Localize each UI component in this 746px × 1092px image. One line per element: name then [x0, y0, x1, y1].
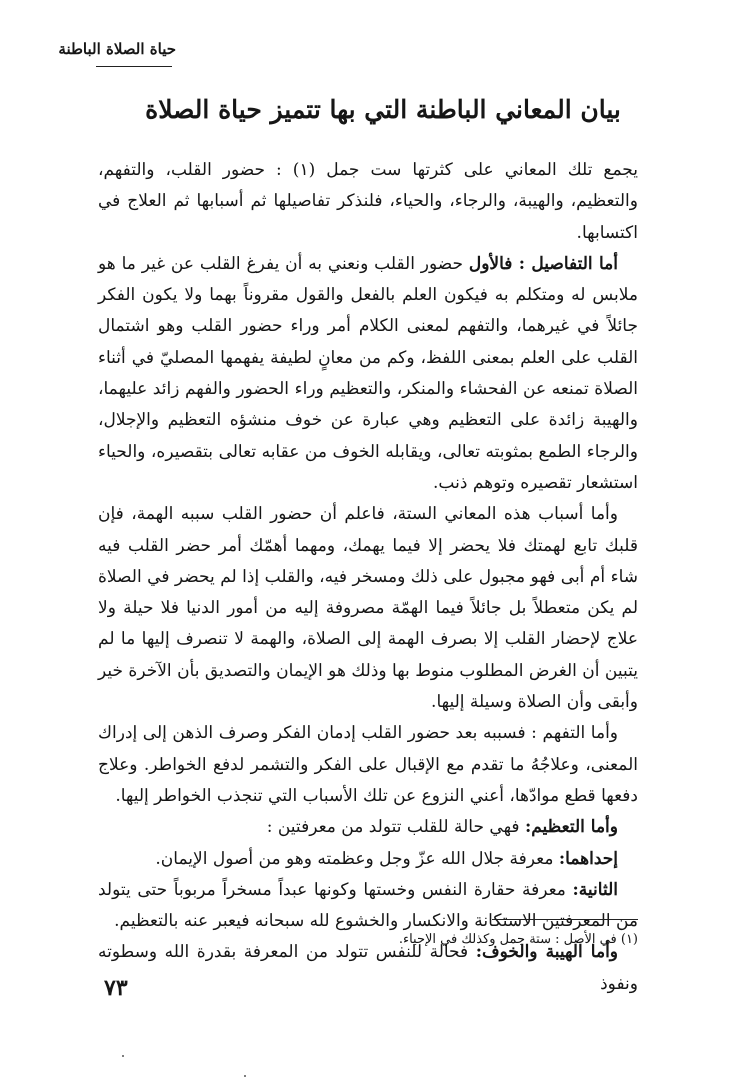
section-title: بيان المعاني الباطنة التي بها تتميز حياة الصلاة [145, 95, 621, 124]
footnote-rule [492, 919, 638, 920]
paragraph: أما التفاصيل : فالأول حضور القلب ونعني به أن يفرغ القلب عن غير ما هو ملابس له ومتكلم به فيكون العلم بالفعل والقول مقروناً بهما ولا يكون الفكر جائلاً في غيرهما، والتفهم لمعنى الكلام أمر وراء حضور القلب وهو اشتمال القلب على العلم بمعنى اللفظ، وكم من معانٍ لطيفة يفهمها المصليّ في أثناء الصلاة تمنعه عن الفحشاء والمنكر، والتعظيم وراء الحضور والفهم زائد عليهما، والهيبة زائدة على التعظيم وهي عبارة عن خوف منشؤه التعظيم والإجلال، والرجاء الطمع بمثوبته تعالى، ويقابله الخوف من عقابه تعالى بتقصيره، والحياء استشعار تقصيره وتوهم ذنب. [98, 253, 638, 493]
paragraph-lead: إحداهما: [558, 848, 618, 869]
footnote: (١) في الأصل : ستة جمل وكذلك في الإحياء. [398, 932, 638, 947]
paragraph-lead: وأما التعظيم: [524, 817, 618, 838]
page-number: ٧٣ [104, 975, 128, 1001]
paragraph: الثانية: معرفة حقارة النفس وخستها وكونها عبداً مسخراً مربوباً حتى يتولد من المعرفتين الاستكانة والانكسار والخشوع لله سبحانه فيعبر عنه بالتعظيم. [98, 879, 638, 932]
paragraph-lead: وأما الهيبة والخوف: [475, 942, 618, 963]
paragraph: وأما الهيبة والخوف: فحالة للنفس تتولد من المعرفة بقدرة الله وسطوته ونفوذ [98, 942, 638, 994]
paragraph: إحداهما: معرفة جلال الله عزّ وجل وعظمته وهو من أصول الإيمان. [155, 848, 618, 869]
scan-speck [244, 1075, 246, 1077]
paragraph-lead: الثانية: [572, 879, 618, 900]
paragraph: وأما التعظيم: فهي حالة للقلب تتولد من معرفتين : [266, 817, 618, 838]
body-text [98, 155, 638, 1000]
running-head: حياة الصلاة الباطنة [58, 40, 176, 58]
paragraph-lead: أما التفاصيل : فالأول [468, 253, 619, 274]
scan-speck [122, 1055, 124, 1057]
paragraph: يجمع تلك المعاني على كثرتها ست جمل (١) : حضور القلب، والتفهم، والتعظيم، والهيبة، والرجاء، والحياء، فلنذكر تفاصيلها ثم أسبابها ثم العلاج في اكتسابها. [98, 160, 638, 243]
header-rule [96, 66, 172, 67]
paragraph: وأما التفهم : فسببه بعد حضور القلب إدمان الفكر وصرف الذهن إلى إدراك المعنى، وعلاجُهُ ما تقدم مع الإقبال على الفكر والتشمر لدفع الخواطر. وعلاج دفعها قطع موادّها، أعني النزوع عن تلك الأسباب التي تنجذب الخواطر إليها. [98, 723, 638, 806]
paragraph: وأما أسباب هذه المعاني الستة، فاعلم أن حضور القلب سببه الهمة، فإن قلبك تابع لهمتك فلا يحضر إلا فيما يهمك، ومهما أهمّك أمر حضر القلب فيه شاء أم أبى فهو مجبول على ذلك ومسخر فيه، والقلب إذا لم يحضر في الصلاة لم يكن متعطلاً بل جائلاً فيما الهمّة مصروفة إليه من أمور الدنيا فلا حيلة ولا علاج لإحضار القلب إلا بصرف الهمة إلى الصلاة، والهمة لا تنصرف إليها ما لم يتبين أن الغرض المطلوب منوط بها وذلك هو الإيمان والتصديق بأن الآخرة خير وأبقى وأن الصلاة وسيلة إليها. [98, 504, 638, 713]
